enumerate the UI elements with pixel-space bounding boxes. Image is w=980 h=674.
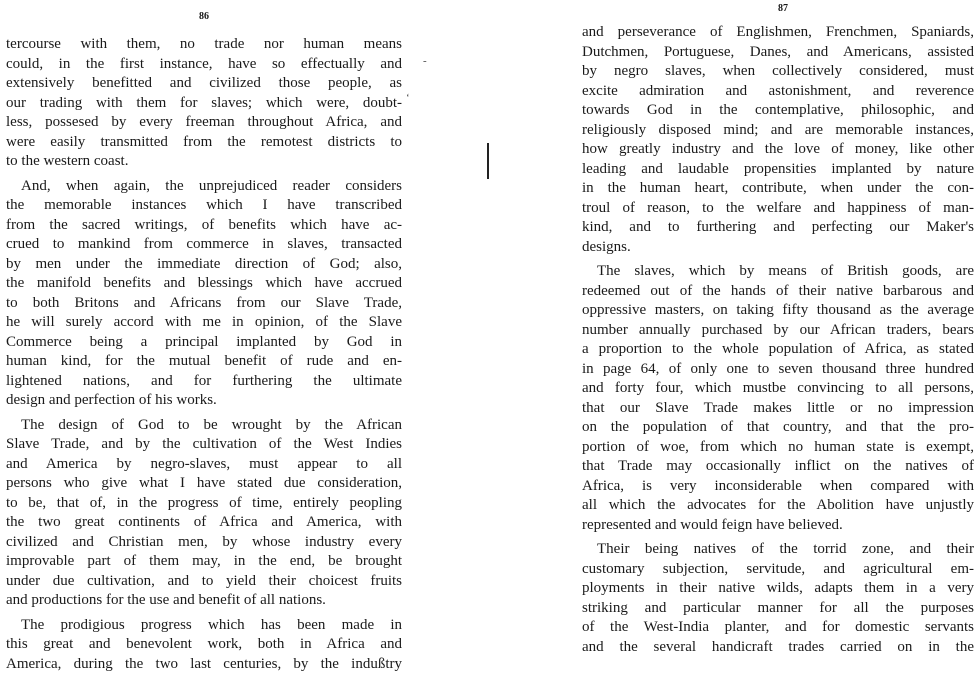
text-line: in the human heart, contribute, when under the con- — [582, 179, 974, 199]
text-line: civilized and Christian men, by whose industry every — [6, 533, 402, 553]
text-line: the manifold benefits and blessings which have accrued — [6, 274, 402, 294]
text-line: that our Slave Trade makes little or no impression — [582, 399, 974, 419]
text-line: represented and would feign have believed. — [582, 516, 974, 536]
text-line: Slave Trade, and by the cultivation of the West Indies — [6, 435, 402, 455]
text-line: ployments in their native wilds, adapts them in a very — [582, 579, 974, 599]
text-line: number annually purchased by our African traders, bears — [582, 321, 974, 341]
margin-mark: ʻ — [406, 92, 410, 104]
text-line: less, possesed by every freeman throughout Africa, and — [6, 113, 402, 133]
text-line: and America by negro-slaves, must appear to all — [6, 455, 402, 475]
text-line: he will surely accord with me in opinion, of the Slave — [6, 313, 402, 333]
text-line: crued to mankind from commerce in slaves, transacted — [6, 235, 402, 255]
text-line: The prodigious progress which has been made in — [6, 616, 402, 636]
text-line: Dutchmen, Portuguese, Danes, and Americans, assisted — [582, 43, 974, 63]
text-line: and perseverance of Englishmen, Frenchmen, Spaniards, — [582, 23, 974, 43]
text-line: The design of God to be wrought by the African — [6, 416, 402, 436]
text-line: religiously disposed mind; and are memorable instances, — [582, 121, 974, 141]
text-line: in page 64, of only one to seven thousand three hundred — [582, 360, 974, 380]
text-line: all which the advocates for the Abolition have unjustly — [582, 496, 974, 516]
text-line: towards God in the contemplative, philosophic, and — [582, 101, 974, 121]
text-line: excite admiration and astonishment, and reverence — [582, 82, 974, 102]
text-line: of the West-India planter, and for domestic servants — [582, 618, 974, 638]
left-page-text — [6, 35, 402, 674]
text-line: And, when again, the unprejudiced reader considers — [6, 177, 402, 197]
text-line: by men under the immediate direction of God; also, — [6, 255, 402, 275]
text-line: how greatly industry and the love of money, like other — [582, 140, 974, 160]
text-line: that Trade may occasionally inflict on the natives of — [582, 457, 974, 477]
text-line: under due cultivation, and to yield their choicest fruits — [6, 572, 402, 592]
text-line: on the population of that country, and that the pro- — [582, 418, 974, 438]
gutter-mark — [487, 143, 489, 179]
text-line: troul of reason, to the welfare and happiness of man- — [582, 199, 974, 219]
text-line: Africa, is very inconsiderable when compared with — [582, 477, 974, 497]
text-line: Their being natives of the torrid zone, and their — [582, 540, 974, 560]
text-line: by negro slaves, when collectively considered, must — [582, 62, 974, 82]
text-line: the two great continents of Africa and America, with — [6, 513, 402, 533]
text-line: to the western coast. — [6, 152, 402, 172]
text-line: and the several handicraft trades carried on in the — [582, 638, 974, 658]
text-line: and productions for the use and benefit of all nations. — [6, 591, 402, 611]
text-line: kind, and to furthering and perfecting our Maker's — [582, 218, 974, 238]
text-line: America, during the two last centuries, by the indußtry — [6, 655, 402, 674]
text-line: to be, that of, in the progress of time, entirely peopling — [6, 494, 402, 514]
margin-mark: - — [423, 55, 427, 67]
text-line: this great and benevolent work, both in Africa and — [6, 635, 402, 655]
text-line: striking and particular manner for all the purposes — [582, 599, 974, 619]
text-line: to both Britons and Africans from our Slave Trade, — [6, 294, 402, 314]
text-line: tercourse with them, no trade nor human means — [6, 35, 402, 55]
text-line: leading and laudable propensities implanted by nature — [582, 160, 974, 180]
text-line: from the sacred writings, of benefits which have ac- — [6, 216, 402, 236]
text-line: could, in the first instance, have so effectually and — [6, 55, 402, 75]
text-line: portion of woe, from which no human state is exempt, — [582, 438, 974, 458]
left-page-number: 86 — [199, 11, 209, 23]
text-line: the memorable instances which I have transcribed — [6, 196, 402, 216]
text-line: improvable part of them may, in the end, be brought — [6, 552, 402, 572]
text-line: customary subjection, servitude, and agricultural em- — [582, 560, 974, 580]
text-line: redeemed out of the hands of their native barbarous and — [582, 282, 974, 302]
text-line: designs. — [582, 238, 974, 258]
text-line: human kind, for the mutual benefit of rude and en- — [6, 352, 402, 372]
text-line: and forty four, which mustbe convincing to all persons, — [582, 379, 974, 399]
right-page-text — [582, 23, 974, 657]
text-line: oppressive masters, on taking fifty thousand as the average — [582, 301, 974, 321]
text-line: a proportion to the whole population of Africa, as stated — [582, 340, 974, 360]
text-line: lightened nations, and for furthering the ultimate — [6, 372, 402, 392]
text-line: Commerce being a principal implanted by God in — [6, 333, 402, 353]
text-line: persons who give what I have stated due consideration, — [6, 474, 402, 494]
text-line: The slaves, which by means of British goods, are — [582, 262, 974, 282]
text-line: our trading with them for slaves; which were, doubt- — [6, 94, 402, 114]
text-line: extensively benefitted and civilized those people, as — [6, 74, 402, 94]
text-line: were easily transmitted from the remotest districts to — [6, 133, 402, 153]
right-page-number: 87 — [778, 3, 788, 15]
text-line: design and perfection of his works. — [6, 391, 402, 411]
